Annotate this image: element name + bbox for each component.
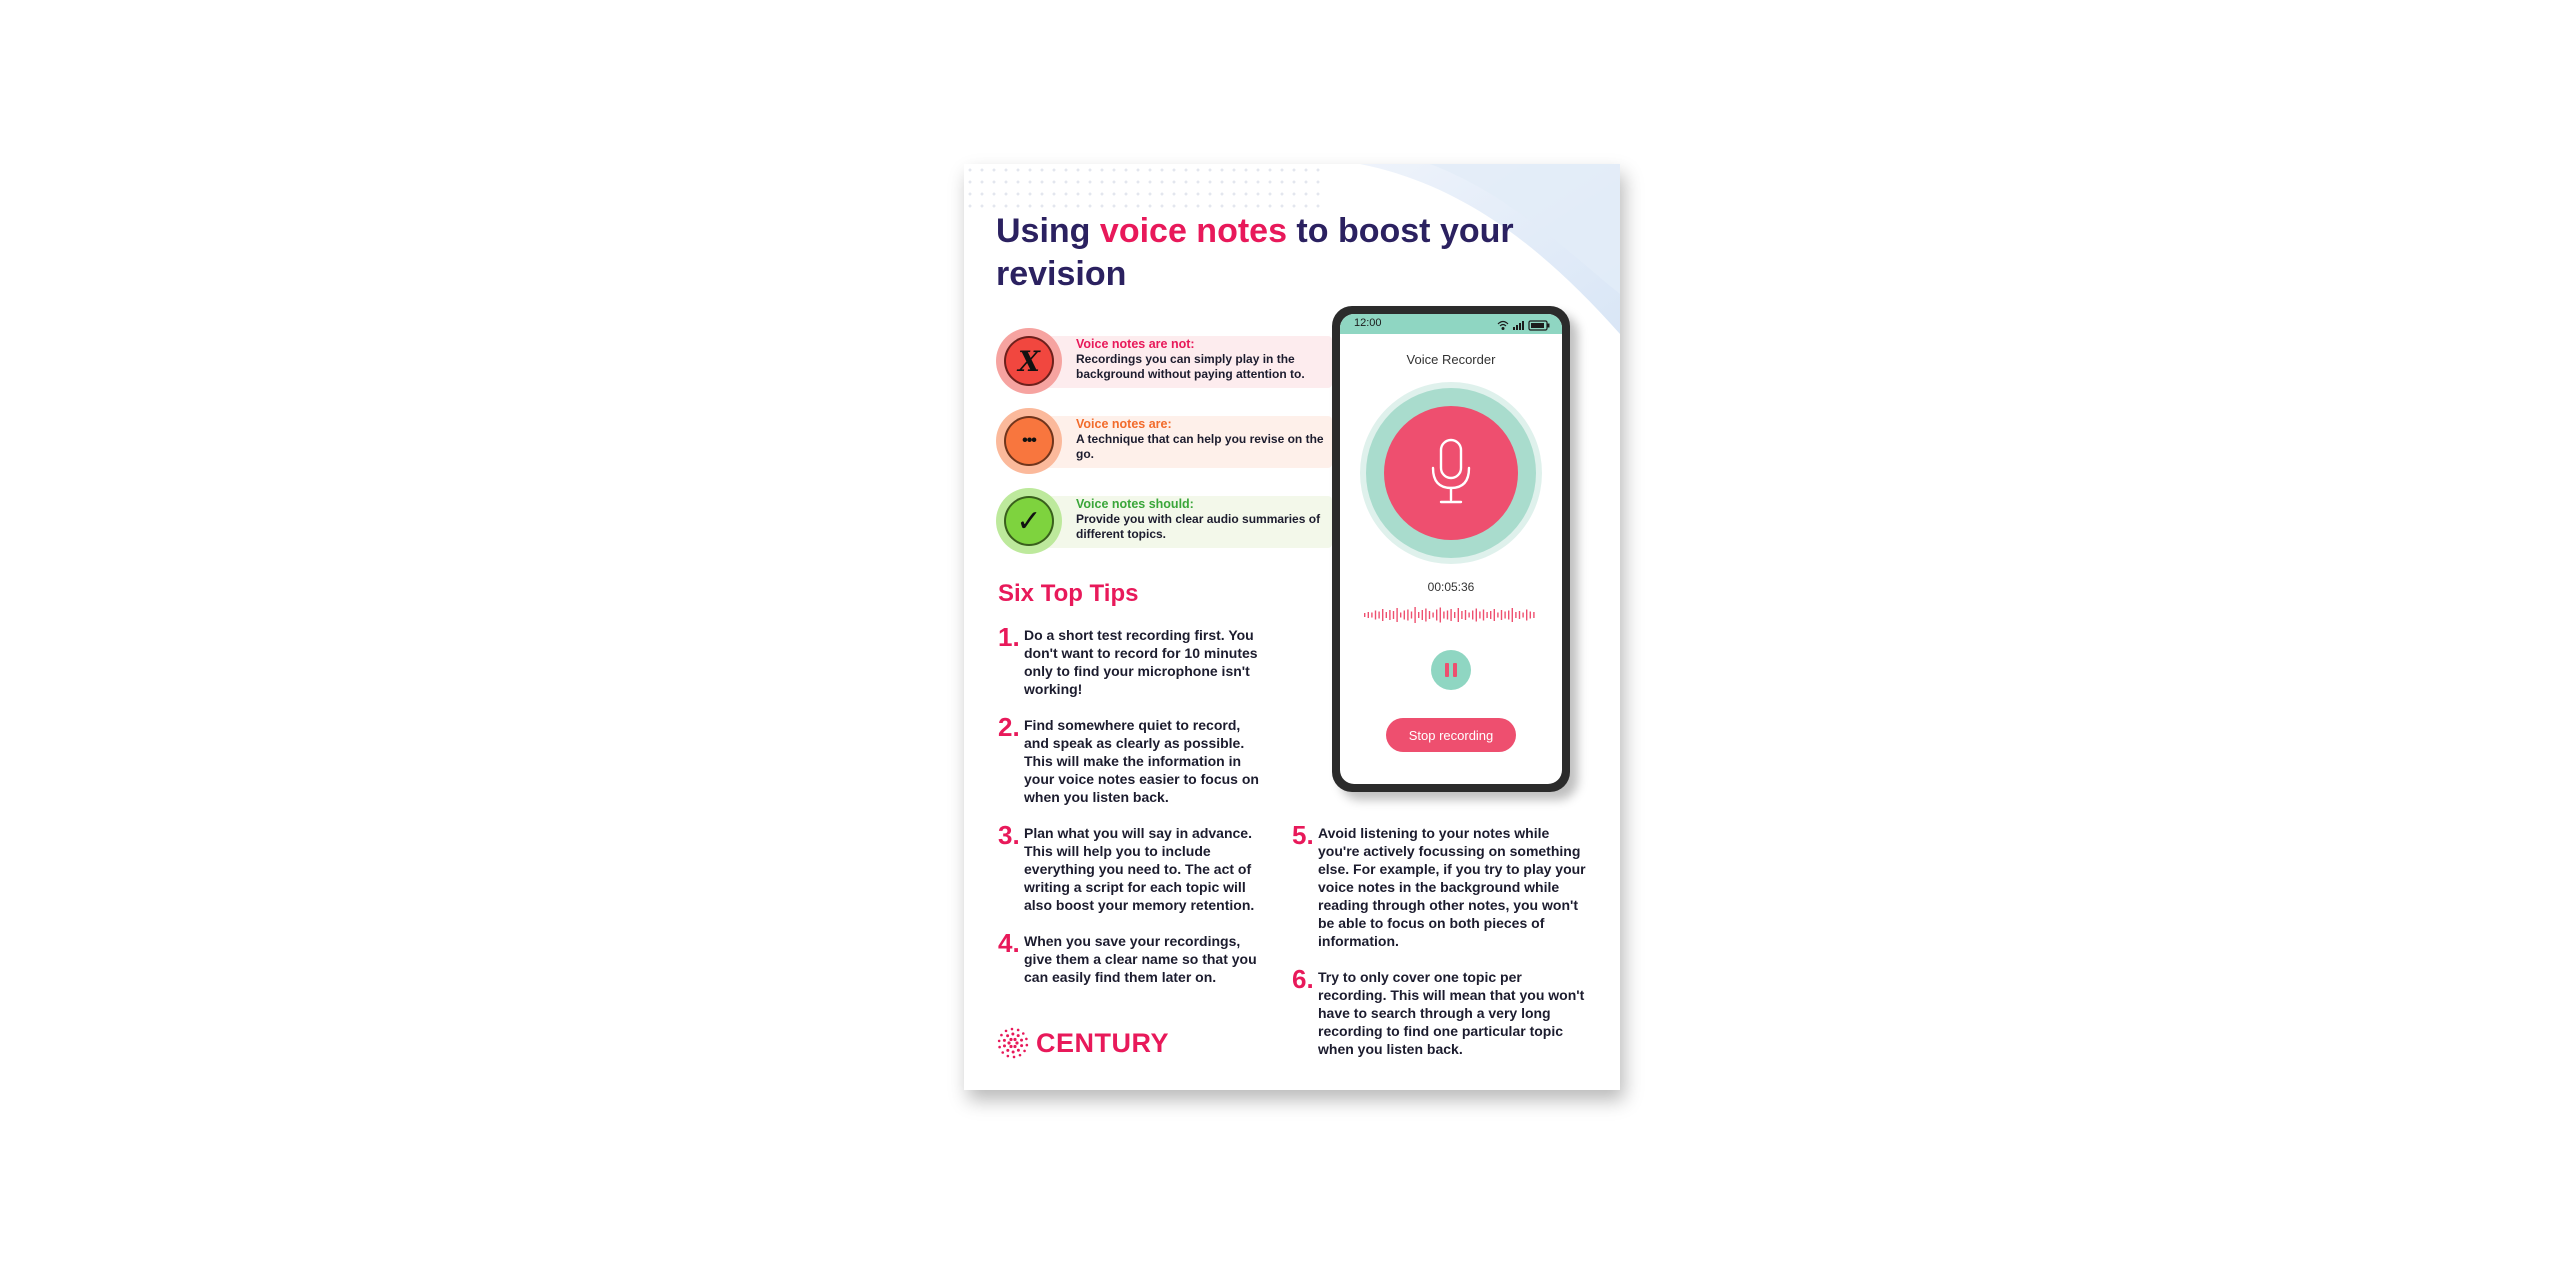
- fact-heading: Voice notes should:: [1076, 497, 1194, 511]
- waveform-bar: [1472, 611, 1473, 620]
- logo-dot: [1020, 1039, 1023, 1042]
- tip-text: Plan what you will say in advance. This will help you to include everything you need to. The act of writing a script for each topic will also boost your memory retention.: [1024, 825, 1255, 913]
- tips-title: Six Top Tips: [998, 580, 1139, 607]
- waveform-bar: [1508, 611, 1509, 620]
- tip-text: Do a short test recording first. You don't want to record for 10 minutes only to find your microphone isn't working!: [1024, 627, 1258, 697]
- waveform-bar: [1375, 611, 1376, 620]
- pause-icon: [1444, 662, 1458, 678]
- waveform-bar: [1404, 611, 1405, 620]
- logo-dot: [1013, 1056, 1016, 1059]
- waveform-bar: [1371, 613, 1372, 618]
- fact-heading: Voice notes are not:: [1076, 337, 1195, 351]
- audio-waveform: [1362, 604, 1540, 626]
- waveform-bar: [1479, 612, 1480, 619]
- tip-text: When you save your recordings, give them a clear name so that you can easily find them later on.: [1024, 933, 1257, 985]
- waveform-bar: [1519, 611, 1520, 619]
- fact-row-not: [996, 328, 1336, 394]
- waveform-bar: [1368, 612, 1369, 618]
- logo-dot: [1003, 1044, 1006, 1047]
- waveform-bar: [1494, 609, 1495, 621]
- waveform-bar: [1486, 612, 1487, 618]
- waveform-bar: [1522, 613, 1523, 618]
- fact-row-are: [996, 408, 1336, 474]
- status-bar: [1340, 314, 1562, 334]
- waveform-bar: [1454, 612, 1455, 618]
- fact-text: [1076, 416, 1336, 462]
- logo-dot: [1020, 1044, 1023, 1047]
- ellipsis-icon: [1004, 416, 1054, 466]
- waveform-bar: [1418, 612, 1419, 618]
- waveform-bar: [1400, 613, 1401, 618]
- waveform-bar: [1429, 611, 1430, 619]
- waveform-bar: [1411, 612, 1412, 619]
- logo-dot: [1015, 1041, 1018, 1044]
- logo-dot: [1007, 1041, 1010, 1044]
- century-logo-icon: [996, 1026, 1030, 1060]
- waveform-bar: [1436, 610, 1437, 621]
- logo-dot: [1013, 1038, 1016, 1041]
- waveform-bar: [1458, 608, 1459, 622]
- waveform-bar: [1414, 607, 1415, 623]
- phone-screen: [1340, 314, 1562, 784]
- waveform-bar: [1432, 613, 1433, 618]
- status-time: 12:00: [1354, 317, 1382, 329]
- logo-dot: [1017, 1034, 1020, 1037]
- waveform-bar: [1483, 610, 1484, 621]
- microphone-icon: [1429, 438, 1473, 508]
- battery-icon: [1529, 321, 1550, 330]
- logo-dot: [1001, 1051, 1004, 1054]
- tip-text: Avoid listening to your notes while you're actively focussing on something else. For example, if you try to play your voice notes in the background while reading through other notes, you won't be able to focus on both pieces of information.: [1318, 825, 1586, 949]
- waveform-bar: [1382, 609, 1383, 621]
- tip-number: 3.: [998, 820, 1020, 850]
- waveform-bar: [1515, 612, 1516, 618]
- logo-dot: [1006, 1049, 1009, 1052]
- recording-timer: 00:05:36: [1427, 580, 1475, 594]
- fact-text: [1076, 496, 1336, 542]
- logo-dot: [1026, 1044, 1029, 1047]
- logo-dot: [1013, 1045, 1016, 1048]
- waveform-bar: [1447, 611, 1448, 620]
- waveform-bar: [1490, 611, 1491, 619]
- waveform-bar: [1443, 612, 1444, 619]
- fact-row-should: [996, 488, 1336, 554]
- fact-body: A technique that can help you revise on the go.: [1076, 432, 1324, 461]
- waveform-bar: [1378, 612, 1379, 619]
- tip-text: Find somewhere quiet to record, and speak as clearly as possible. This will make the information in your voice notes easier to focus on when you listen back.: [1024, 717, 1259, 805]
- logo-dot: [1025, 1038, 1028, 1041]
- waveform-bar: [1364, 613, 1365, 617]
- tip-number: 5.: [1292, 820, 1314, 850]
- logo-dot: [1007, 1055, 1010, 1058]
- stop-recording-button[interactable]: Stop recording: [1386, 718, 1516, 752]
- waveform-bar: [1526, 610, 1527, 621]
- fact-body: Recordings you can simply play in the background without paying attention to.: [1076, 352, 1305, 381]
- title-part-2: to boost your revision: [996, 212, 1514, 293]
- tip-text: Try to only cover one topic per recording. This will mean that you won't have to search through a very long recording to find one particular topic when you listen back.: [1318, 969, 1585, 1057]
- recorder-title: Voice Recorder: [1406, 352, 1496, 367]
- page-title: [996, 210, 1556, 296]
- logo-wordmark: CENTURY: [1036, 1027, 1170, 1058]
- waveform-bar: [1530, 612, 1531, 619]
- fact-heading: Voice notes are:: [1076, 417, 1172, 431]
- logo-dot: [1003, 1039, 1006, 1042]
- wifi-icon: [1498, 322, 1508, 330]
- logo-dot: [1022, 1032, 1025, 1035]
- logo-dot: [1012, 1050, 1015, 1053]
- logo-dot: [1006, 1034, 1009, 1037]
- phone-illustration: [1332, 306, 1570, 792]
- waveform-bar: [1497, 613, 1498, 618]
- waveform-bar: [1501, 610, 1502, 620]
- waveform-bar: [1533, 612, 1534, 618]
- status-icons: [1496, 318, 1552, 336]
- logo-dot: [1005, 1030, 1008, 1033]
- poster: [964, 164, 1620, 1090]
- logo-dot: [1017, 1049, 1020, 1052]
- dot-pattern: [964, 164, 1324, 210]
- waveform-bar: [1425, 609, 1426, 622]
- waveform-bar: [1389, 610, 1390, 620]
- tip-number: 4.: [998, 928, 1020, 958]
- check-symbol: ✓: [1016, 503, 1042, 539]
- logo-dot: [1023, 1050, 1026, 1053]
- waveform-bar: [1440, 608, 1441, 623]
- logo-dot: [1000, 1034, 1003, 1037]
- waveform-bar: [1476, 609, 1477, 622]
- logo-dot: [1009, 1038, 1012, 1041]
- waveform-bar: [1393, 611, 1394, 619]
- logo-dot: [1017, 1029, 1020, 1032]
- logo-dot: [998, 1046, 1001, 1049]
- logo-dot: [1019, 1054, 1022, 1057]
- title-part-1: Using: [996, 212, 1100, 250]
- waveform-bar: [1461, 611, 1462, 619]
- waveform-bar: [1386, 612, 1387, 618]
- logo-dot: [1009, 1045, 1012, 1048]
- fact-body: Provide you with clear audio summaries of different topics.: [1076, 512, 1321, 541]
- check-icon: [1004, 496, 1054, 546]
- tip-number: 1.: [998, 622, 1020, 652]
- tip-number: 6.: [1292, 964, 1314, 994]
- waveform-bar: [1465, 610, 1466, 620]
- fact-badge: [996, 408, 1062, 474]
- ellipsis-symbol: •••: [1022, 432, 1036, 449]
- waveform-bar: [1468, 613, 1469, 618]
- fact-text: [1076, 336, 1336, 382]
- century-logo: [996, 1026, 1169, 1060]
- pause-button[interactable]: [1431, 650, 1471, 690]
- logo-dot: [1011, 1028, 1014, 1031]
- fact-badge: [996, 328, 1062, 394]
- waveform-bar: [1422, 610, 1423, 620]
- cross-icon: [1004, 336, 1054, 386]
- waveform-bar: [1450, 609, 1451, 621]
- waveform-bar: [1396, 608, 1397, 622]
- waveform-bar: [1512, 608, 1513, 622]
- logo-dot: [1011, 1033, 1014, 1036]
- tip-number: 2.: [998, 712, 1020, 742]
- record-button[interactable]: [1384, 406, 1518, 540]
- waveform-bar: [1407, 610, 1408, 621]
- fact-badge: [996, 488, 1062, 554]
- waveform-bar: [1504, 612, 1505, 619]
- logo-dot: [998, 1040, 1001, 1043]
- signal-icon: [1513, 321, 1524, 330]
- title-highlight: voice notes: [1099, 212, 1287, 250]
- cross-symbol: X: [1018, 344, 1040, 378]
